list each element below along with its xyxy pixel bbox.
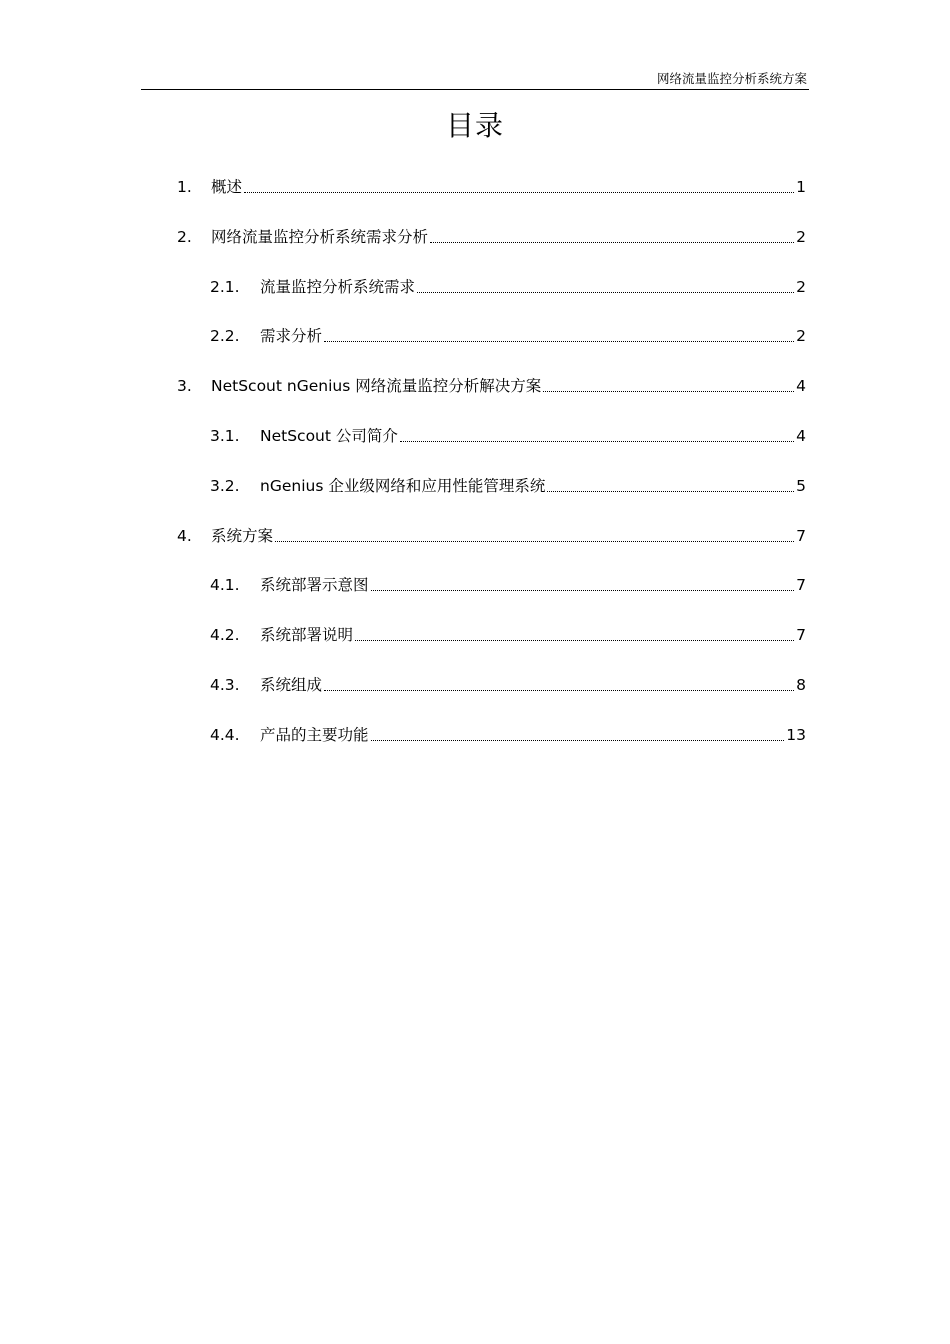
toc-entry-text: NetScout 公司简介: [260, 427, 398, 445]
toc-entry-number: 4.: [177, 527, 192, 545]
toc-entry-text: nGenius 企业级网络和应用性能管理系统: [260, 477, 546, 495]
toc-entry-page: 7: [796, 626, 806, 644]
toc-entry[interactable]: [210, 622, 806, 648]
toc-entry[interactable]: [177, 373, 806, 399]
toc-entry-page: 2: [796, 278, 806, 296]
toc-entry-page: 4: [796, 377, 806, 395]
toc-entry-number: 3.2.: [210, 477, 240, 495]
toc-entry-text: 概述: [211, 178, 243, 196]
toc-title: 目录: [445, 109, 504, 142]
toc-entry-text: 网络流量监控分析系统需求分析: [211, 228, 429, 246]
toc-entry[interactable]: [177, 523, 806, 549]
dot-leader: [430, 242, 794, 243]
toc-entry[interactable]: [210, 473, 806, 499]
toc-entry[interactable]: [177, 174, 806, 200]
dot-leader: [355, 640, 794, 641]
toc-entry-text: 系统组成: [260, 676, 323, 694]
toc-entry-text: 产品的主要功能: [260, 726, 369, 744]
toc-entry-number: 3.: [177, 377, 192, 395]
toc-entry-number: 4.3.: [210, 676, 240, 694]
dot-leader: [371, 740, 785, 741]
toc-entry[interactable]: [210, 572, 806, 598]
toc-entry-number: 2.1.: [210, 278, 240, 296]
dot-leader: [324, 341, 794, 342]
toc-entry-number: 2.2.: [210, 327, 240, 345]
toc-entry-page: 5: [796, 477, 806, 495]
toc-entry-number: 2.: [177, 228, 192, 246]
toc-entry-page: 1: [796, 178, 806, 196]
dot-leader: [244, 192, 794, 193]
page-header: [141, 68, 809, 90]
dot-leader: [543, 391, 794, 392]
dot-leader: [417, 292, 794, 293]
toc-entry-number: 4.1.: [210, 576, 240, 594]
dot-leader: [547, 491, 794, 492]
toc-entry-number: 4.4.: [210, 726, 240, 744]
toc-entry-page: 4: [796, 427, 806, 445]
toc-entry-text: 系统部署示意图: [260, 576, 369, 594]
toc-entry-page: 13: [786, 726, 806, 744]
running-title: 网络流量监控分析系统方案: [656, 71, 807, 86]
toc-entry-page: 7: [796, 527, 806, 545]
toc-entry[interactable]: [177, 224, 806, 250]
toc-entry[interactable]: [210, 423, 806, 449]
dot-leader: [371, 590, 795, 591]
toc-entry-page: 2: [796, 228, 806, 246]
toc-entry-page: 7: [796, 576, 806, 594]
dot-leader: [275, 541, 794, 542]
toc-entry-text: 需求分析: [260, 327, 323, 345]
toc-entry[interactable]: [210, 672, 806, 698]
toc-entry-text: 系统部署说明: [260, 626, 354, 644]
toc-entry-number: 4.2.: [210, 626, 240, 644]
toc-entry-number: 1.: [177, 178, 192, 196]
toc-entry[interactable]: [210, 274, 806, 300]
dot-leader: [400, 441, 794, 442]
toc-entry-number: 3.1.: [210, 427, 240, 445]
dot-leader: [324, 690, 794, 691]
toc-entry[interactable]: [210, 323, 806, 349]
toc-entry-page: 8: [796, 676, 806, 694]
toc-entry-text: 流量监控分析系统需求: [260, 278, 416, 296]
toc-entry-text: NetScout nGenius 网络流量监控分析解决方案: [211, 377, 542, 395]
toc-entry-page: 2: [796, 327, 806, 345]
toc-entry[interactable]: [210, 722, 806, 748]
toc-entry-text: 系统方案: [211, 527, 274, 545]
